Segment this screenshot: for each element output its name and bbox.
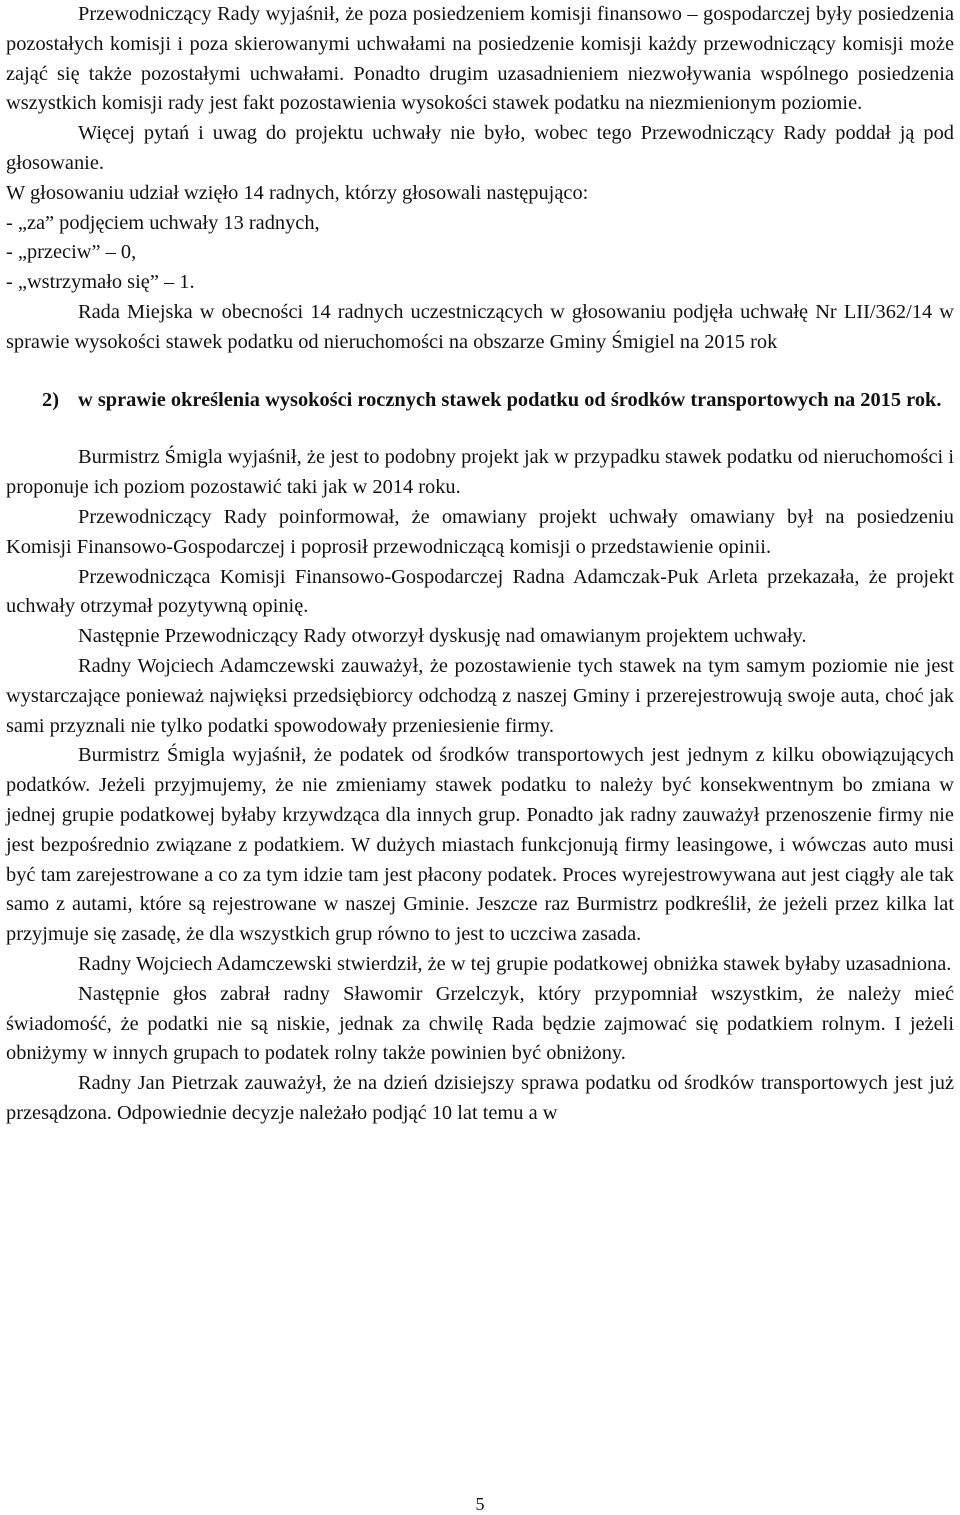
paragraph-adamczewski-statement: Radny Wojciech Adamczewski stwierdził, że w tej grupie podatkowej obniżka stawek byłaby uzasadniona. [78, 952, 952, 975]
paragraph-mayor-explanation: Burmistrz Śmigla wyjaśnił, że jest to podobny projekt jak w przypadku stawek podatku od nieruchomości i proponuje ich poziom pozostawić taki jak w 2014 roku. [6, 446, 954, 499]
vote-for-line: - „za” podjęciem uchwały 13 radnych, [6, 211, 320, 234]
paragraph-committee-opinion: Przewodnicząca Komisji Finansowo-Gospodarczej Radna Adamczak-Puk Arleta przekazała, że projekt uchwały otrzymał pozytywną opinię. [6, 565, 954, 618]
document-page [6, 0, 954, 1129]
paragraph-grzelczyk-remark: Następnie głos zabrał radny Sławomir Grzelczyk, który przypomniał wszystkim, że należy mieć świadomość, że podatki nie są niskie, jednak za chwilę Rada będzie zajmować się podatkiem rolnym. I jeżeli obniżymy w innych grupach to podatek rolny także powinien być obniżony. [6, 982, 954, 1065]
paragraph-mayor-response: Burmistrz Śmigla wyjaśnił, że podatek od środków transportowych jest jednym z kilku obowiązujących podatków. Jeżeli przyjmujemy, że nie zmieniamy stawek podatku to należy być konsekwentnym bo zmiana w jednej grupie podatkowej byłaby krzywdząca dla innych grup. Ponadto jak radny zauważył przenoszenie firmy nie jest bezpośrednio związane z podatkiem. W dużych miastach funkcjonują firmy leasingowe, i wówczas auto musi być tam zarejestrowane a co za tym idzie tam jest płacony podatek. Proces wyrejestrowywana aut jest ciągły ale tak samo z autami, które są rejestrowane w naszej Gminie. Jeszcze raz Burmistrz podkreślił, że jeżeli przez kilka lat przyjmuje się zasadę, że dla wszystkich grup równo to jest to uczciwa zasada. [6, 744, 954, 946]
paragraph-voting-intro: W głosowaniu udział wzięło 14 radnych, którzy głosowali następująco: [6, 181, 589, 204]
section-heading-number: 2) [42, 388, 59, 411]
paragraph-pietrzak-remark: Radny Jan Pietrzak zauważył, że na dzień dzisiejszy sprawa podatku od środków transportowych jest już przesądzona. Odpowiednie decyzje należało podjąć 10 lat temu a w [6, 1072, 954, 1124]
paragraph-chairman-informed: Przewodniczący Rady poinformował, że omawiany projekt uchwały omawiany był na posiedzeniu Komisji Finansowo-Gospodarczej i poprosił przewodniczącą komisji o przedstawienie opinii. [6, 505, 954, 558]
section-heading-transport-tax [6, 386, 954, 416]
page-number: 5 [475, 1494, 485, 1514]
section-heading-text: w sprawie określenia wysokości rocznych stawek podatku od środków transportowych na 2015 rok. [78, 388, 942, 411]
paragraph-chairman-explanation: Przewodniczący Rady wyjaśnił, że poza posiedzeniem komisji finansowo – gospodarczej były posiedzenia pozostałych komisji i poza skierowanymi uchwałami na posiedzenie komisji każdy przewodniczący komisji może zająć się także pozostałymi uchwałami. Ponadto drugim uzasadnieniem niezwoływania wspólnego posiedzenia wszystkich komisji rady jest fakt pozostawienia wysokości stawek podatku na niezmienionym poziomie. [6, 3, 954, 115]
paragraph-discussion-opened: Następnie Przewodniczący Rady otworzył dyskusję nad omawianym projektem uchwały. [78, 625, 807, 648]
paragraph-adamczewski-remark: Radny Wojciech Adamczewski zauważył, że pozostawienie tych stawek na tym samym poziomie nie jest wystarczające ponieważ najwięksi przedsiębiorcy odchodzą z naszej Gminy i przerejestrowują swoje auta, choć jak sami przyznali nie tylko podatki spowodowały przeniesienie firmy. [6, 654, 954, 737]
vote-against-line: - „przeciw” – 0, [6, 241, 137, 264]
vote-abstain-line: - „wstrzymało się” – 1. [6, 271, 195, 294]
paragraph-resolution-adopted: Rada Miejska w obecności 14 radnych uczestniczących w głosowaniu podjęła uchwałę Nr LII/362/14 w sprawie wysokości stawek podatku od nieruchomości na obszarze Gminy Śmigiel na 2015 rok [6, 300, 954, 353]
paragraph-no-more-questions: Więcej pytań i uwag do projektu uchwały nie było, wobec tego Przewodniczący Rady poddał ją pod głosowanie. [6, 122, 954, 174]
